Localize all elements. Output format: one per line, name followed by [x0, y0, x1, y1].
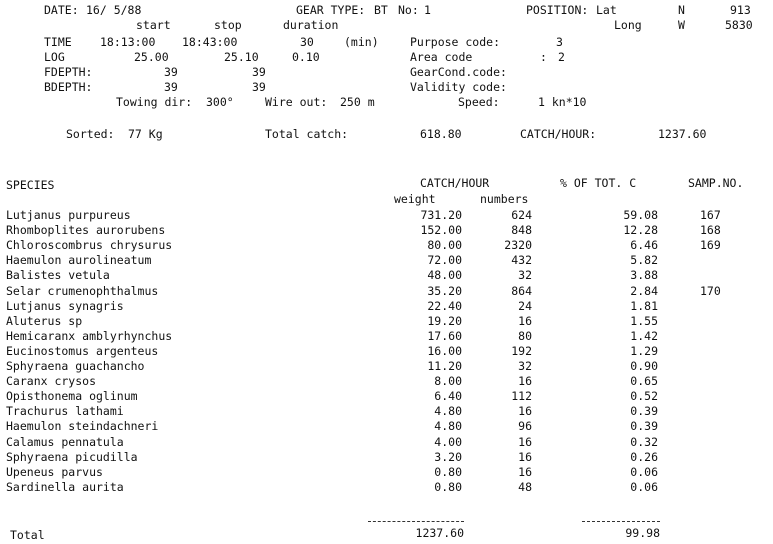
area-value: 2	[558, 50, 565, 64]
bdepth-stop: 39	[252, 80, 266, 94]
long-value: 5830	[725, 18, 753, 32]
numbers-cell: 32	[518, 268, 532, 282]
weight-cell: 0.80	[434, 480, 462, 494]
percent-total-header: % OF TOT. C	[560, 176, 637, 190]
weight-cell: 72.00	[427, 253, 462, 267]
sorted-label: Sorted:	[66, 127, 115, 141]
numbers-cell: 864	[511, 284, 532, 298]
wire-label: Wire out:	[265, 95, 328, 109]
species-name: Haemulon steindachneri	[6, 419, 159, 433]
duration-unit: (min)	[344, 35, 379, 49]
area-separator: :	[540, 50, 547, 64]
weight-header: weight	[394, 192, 436, 206]
numbers-cell: 96	[518, 419, 532, 433]
percent-cell: 5.82	[630, 253, 658, 267]
weight-cell: 19.20	[427, 314, 462, 328]
numbers-cell: 624	[511, 208, 532, 222]
catch-hour-header: CATCH/HOUR	[420, 176, 490, 190]
weight-cell: 6.40	[434, 389, 462, 403]
species-header: SPECIES	[6, 178, 55, 192]
species-name: Sardinella aurita	[6, 480, 124, 494]
col-stop-header: stop	[214, 18, 242, 32]
percent-cell: 1.29	[630, 344, 658, 358]
col-start-header: start	[136, 18, 171, 32]
total-catch-value: 618.80	[420, 127, 462, 141]
weight-cell: 4.00	[434, 435, 462, 449]
time-label: TIME	[44, 35, 72, 49]
lat-hemisphere: N	[678, 3, 685, 17]
species-name: Upeneus parvus	[6, 465, 103, 479]
sample-number-cell: 169	[700, 238, 721, 252]
species-name: Caranx crysos	[6, 374, 97, 388]
gear-type-value: BT	[374, 3, 388, 17]
weight-cell: 4.80	[434, 404, 462, 418]
numbers-cell: 192	[511, 344, 532, 358]
long-label: Long	[614, 18, 642, 32]
fdepth-start: 39	[164, 65, 178, 79]
gearcond-label: GearCond.code:	[410, 65, 507, 79]
percent-cell: 12.28	[623, 223, 658, 237]
lat-value: 913	[730, 3, 751, 17]
weight-cell: 16.00	[427, 344, 462, 358]
percent-cell: 0.06	[630, 480, 658, 494]
percent-cell: 0.90	[630, 359, 658, 373]
percent-cell: 1.81	[630, 299, 658, 313]
percent-cell: 0.26	[630, 450, 658, 464]
speed-value: 1 kn*10	[538, 95, 587, 109]
weight-cell: 731.20	[420, 208, 462, 222]
fdepth-label: FDEPTH:	[44, 65, 93, 79]
weight-cell: 3.20	[434, 450, 462, 464]
bdepth-label: BDEPTH:	[44, 80, 93, 94]
sample-number-cell: 167	[700, 208, 721, 222]
validity-label: Validity code:	[410, 80, 507, 94]
fdepth-stop: 39	[252, 65, 266, 79]
total-weight-rule	[368, 521, 464, 522]
sample-number-cell: 170	[700, 284, 721, 298]
percent-cell: 1.42	[630, 329, 658, 343]
species-name: Rhomboplites aurorubens	[6, 223, 166, 237]
catch-hour-label: CATCH/HOUR:	[520, 127, 597, 141]
towing-label: Towing dir:	[116, 95, 193, 109]
species-name: Lutjanus purpureus	[6, 208, 131, 222]
weight-cell: 48.00	[427, 268, 462, 282]
numbers-cell: 24	[518, 299, 532, 313]
position-label: POSITION:	[526, 3, 589, 17]
gear-type-label: GEAR TYPE:	[296, 3, 366, 17]
weight-cell: 4.80	[434, 419, 462, 433]
percent-cell: 0.52	[630, 389, 658, 403]
area-label: Area code	[410, 50, 473, 64]
numbers-cell: 112	[511, 389, 532, 403]
percent-cell: 3.88	[630, 268, 658, 282]
percent-cell: 0.39	[630, 419, 658, 433]
weight-cell: 11.20	[427, 359, 462, 373]
sample-number-header: SAMP.NO.	[688, 176, 744, 190]
numbers-cell: 2320	[504, 238, 532, 252]
col-duration-header: duration	[283, 18, 339, 32]
numbers-cell: 16	[518, 450, 532, 464]
species-name: Sphyraena picudilla	[6, 450, 138, 464]
weight-cell: 0.80	[434, 465, 462, 479]
numbers-cell: 16	[518, 314, 532, 328]
percent-cell: 0.32	[630, 435, 658, 449]
duration-value: 30	[300, 35, 314, 49]
weight-cell: 152.00	[420, 223, 462, 237]
numbers-cell: 848	[511, 223, 532, 237]
species-name: Lutjanus synagris	[6, 299, 124, 313]
time-stop: 18:43:00	[182, 35, 238, 49]
species-name: Sphyraena guachancho	[6, 359, 145, 373]
percent-cell: 1.55	[630, 314, 658, 328]
total-catch-label: Total catch:	[265, 127, 349, 141]
species-name: Selar crumenophthalmus	[6, 284, 159, 298]
species-name: Haemulon aurolineatum	[6, 253, 152, 267]
log-difference: 0.10	[292, 50, 320, 64]
percent-cell: 0.39	[630, 404, 658, 418]
percent-cell: 6.46	[630, 238, 658, 252]
wire-value: 250 m	[340, 95, 375, 109]
sample-number-cell: 168	[700, 223, 721, 237]
log-stop: 25.10	[224, 50, 259, 64]
weight-cell: 35.20	[427, 284, 462, 298]
weight-cell: 8.00	[434, 374, 462, 388]
percent-cell: 0.65	[630, 374, 658, 388]
purpose-label: Purpose code:	[410, 35, 501, 49]
weight-cell: 80.00	[427, 238, 462, 252]
total-percent-value: 99.98	[625, 526, 660, 540]
total-weight-value: 1237.60	[415, 526, 464, 540]
weight-cell: 22.40	[427, 299, 462, 313]
total-percent-rule	[582, 521, 660, 522]
towing-value: 300°	[206, 95, 234, 109]
no-label: No:	[398, 3, 419, 17]
species-name: Balistes vetula	[6, 268, 110, 282]
numbers-cell: 432	[511, 253, 532, 267]
date-value: 16/ 5/88	[86, 3, 142, 17]
species-name: Aluterus sp	[6, 314, 83, 328]
weight-cell: 17.60	[427, 329, 462, 343]
purpose-value: 3	[556, 35, 563, 49]
numbers-cell: 16	[518, 465, 532, 479]
sorted-value: 77 Kg	[128, 127, 163, 141]
total-label: Total	[10, 528, 45, 542]
species-name: Trachurus lathami	[6, 404, 124, 418]
numbers-cell: 16	[518, 435, 532, 449]
numbers-header: numbers	[480, 192, 529, 206]
speed-label: Speed:	[458, 95, 500, 109]
numbers-cell: 32	[518, 359, 532, 373]
date-label: DATE:	[44, 3, 79, 17]
catch-hour-value: 1237.60	[658, 127, 707, 141]
species-name: Calamus pennatula	[6, 435, 124, 449]
species-name: Hemicaranx amblyrhynchus	[6, 329, 173, 343]
numbers-cell: 80	[518, 329, 532, 343]
species-name: Opisthonema oglinum	[6, 389, 138, 403]
species-name: Chloroscombrus chrysurus	[6, 238, 173, 252]
bdepth-start: 39	[164, 80, 178, 94]
time-start: 18:13:00	[100, 35, 156, 49]
log-label: LOG	[44, 50, 65, 64]
percent-cell: 0.06	[630, 465, 658, 479]
log-start: 25.00	[134, 50, 169, 64]
lat-label: Lat	[596, 3, 617, 17]
numbers-cell: 48	[518, 480, 532, 494]
percent-cell: 59.08	[623, 208, 658, 222]
species-name: Eucinostomus argenteus	[6, 344, 159, 358]
numbers-cell: 16	[518, 404, 532, 418]
long-hemisphere: W	[678, 18, 685, 32]
no-value: 1	[424, 3, 431, 17]
percent-cell: 2.84	[630, 284, 658, 298]
numbers-cell: 16	[518, 374, 532, 388]
